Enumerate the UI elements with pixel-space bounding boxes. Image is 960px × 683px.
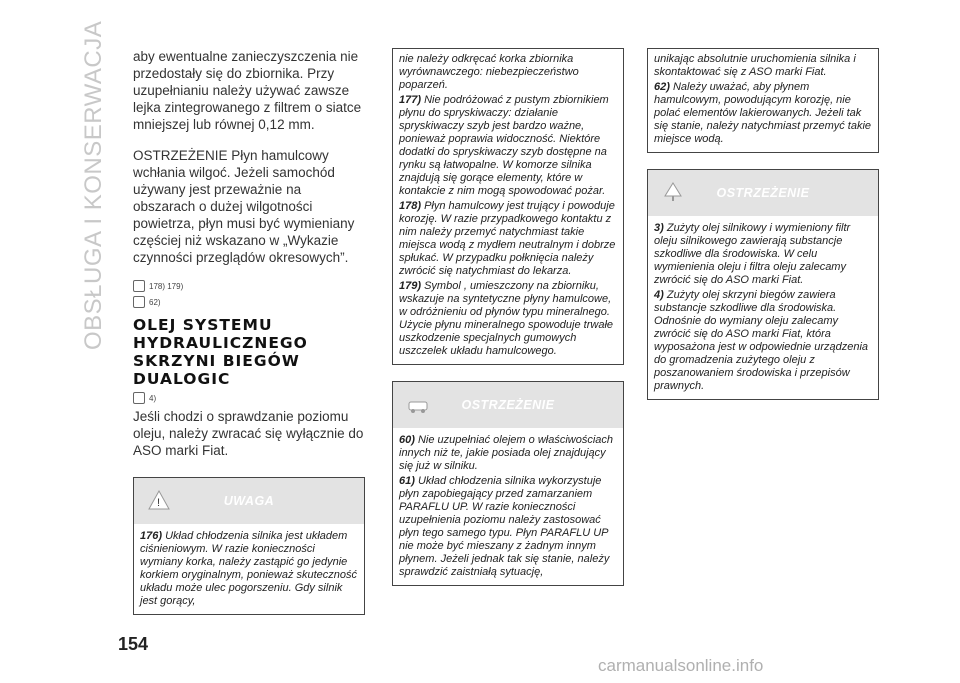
environment-box bbox=[647, 169, 879, 400]
side-title-text: OBSŁUGA I KONSERWACJA bbox=[80, 20, 107, 350]
environment-refs bbox=[133, 392, 365, 404]
paragraph-filter: aby ewentualne zanieczyszczenia nie przedostały się do zbiornika. Przy uzupełnianiu należy używać zawsze lejka zintegrowanego z filtrem o siatce mniejszej lub równej 0,12 mm. bbox=[133, 49, 362, 132]
note-item bbox=[654, 289, 872, 393]
warning-refs-text: 178) 179) bbox=[149, 281, 184, 291]
note-text: Układ chłodzenia silnika jest układem ciśnieniowym. W razie konieczności wymiany korka, należy zastąpić go jedynie korkiem oryginalnym, ponieważ skuteczność układu może ulec pogorszeniu. Gdy silnik jest gorący, bbox=[140, 530, 358, 607]
note-item bbox=[654, 222, 872, 287]
note-number: 61) bbox=[399, 475, 415, 487]
caution-box-body bbox=[393, 428, 623, 585]
note-number: 178) bbox=[399, 200, 422, 212]
svg-text:!: ! bbox=[157, 497, 161, 509]
caution-continuation bbox=[647, 48, 879, 153]
caution-refs bbox=[133, 296, 365, 308]
warning-box-body bbox=[134, 524, 364, 614]
note-text: Zużyty olej silnikowy i wymieniony filtr oleju silnikowego zawierają substancje szkodliwe dla środowiska. W celu wymienienia oleju i filtra oleju zalecamy zwrócić się do ASO marki Fiat. bbox=[654, 222, 851, 286]
note-number: 3) bbox=[654, 222, 664, 234]
note-number: 4) bbox=[654, 289, 664, 301]
environment-refs-text: 4) bbox=[149, 393, 157, 403]
caution-box-label: OSTRZEŻENIE bbox=[461, 398, 555, 412]
note-text: Układ chłodzenia silnika wykorzystuje płyn zapobiegający przed zamarzaniem PARAFLU UP. W razie konieczności uzupełnienia poziomu należy zastosować płyn tego samego typu. Płyn PARAFLU UP nie może być mieszany z żadnym innym płynem. Jeżeli jednak tak się stanie, należy sprawdzić zaistniałą sytuację, bbox=[399, 475, 610, 578]
column-3 bbox=[647, 48, 879, 400]
warning-icon bbox=[133, 280, 145, 292]
note-text: Symbol , umieszczony na zbiorniku, wskazuje na syntetyczne płyny hamulcowe, w odróżnieniu od płynów typu mineralnego. Użycie płynu mineralnego spowoduje trwałe uszkodzenie specjalnych gumowych uszczelek układu hamulcowego. bbox=[399, 280, 614, 357]
note-number: 60) bbox=[399, 434, 415, 446]
environment-box-label: OSTRZEŻENIE bbox=[716, 186, 810, 200]
caution-refs-text: 62) bbox=[149, 297, 161, 307]
environment-box-header bbox=[648, 170, 878, 216]
section-side-title bbox=[80, 20, 130, 350]
caution-icon bbox=[133, 296, 145, 308]
warning-box-label: UWAGA bbox=[223, 494, 275, 508]
note-number: 177) bbox=[399, 94, 422, 106]
warning-box-header bbox=[134, 478, 364, 524]
column-1 bbox=[133, 48, 365, 615]
note-number: 179) bbox=[399, 280, 422, 292]
warning-continuation bbox=[392, 48, 624, 365]
caution-box-header bbox=[393, 382, 623, 428]
environment-icon bbox=[133, 392, 145, 404]
note-item bbox=[140, 530, 358, 608]
note-item bbox=[399, 200, 617, 278]
note-text: Nie podróżować z pustym zbiornikiem płynu do spryskiwaczy: działanie spryskiwaczy szyb jest bardzo ważne, ponieważ poprawia widoczność. Niektóre dodatki do spryskiwaczy szyb dostępne na rynku są łatwopalne. W komorze silnika znajdują się gorące elementy, które w kontakcie z nim mogą spowodować pożar. bbox=[399, 94, 609, 197]
note-text: Nie uzupełniać olejem o właściwościach innych niż te, jakie posiada olej znajdujący się już w silniku. bbox=[399, 434, 614, 472]
watermark: carmanualsonline.info bbox=[598, 656, 764, 675]
note-text: Zużyty olej skrzyni biegów zawiera substancje szkodliwe dla środowiska. Odnośnie do wymiany oleju zalecamy zwrócić się do ASO marki Fiat, która wyposażona jest w odpowiednie urządzenia do gromadzenia zużytego oleju z poszanowaniem środowiska i przepisów prawnych. bbox=[654, 289, 869, 392]
warning-refs bbox=[133, 280, 365, 292]
page-number: 154 bbox=[118, 634, 149, 654]
note-item bbox=[399, 475, 617, 579]
continuation-text: nie należy odkręcać korka zbiornika wyrównawczego: niebezpieczeństwo poparzeń. bbox=[399, 53, 579, 91]
paragraph-brake-fluid-warning: OSTRZEŻENIE Płyn hamulcowy wchłania wilgoć. Jeżeli samochód używany jest przeważnie na obszarach o dużej wilgotności powietrza, płyn musi być wymieniany częściej niż wskazano w „Wykazie czynności przeglądów okresowych”. bbox=[133, 148, 355, 265]
continuation-text: unikając absolutnie uruchomienia silnika i skontaktować się z ASO marki Fiat. bbox=[654, 53, 856, 78]
note-item bbox=[399, 434, 617, 473]
warning-box bbox=[133, 477, 365, 615]
note-text: Płyn hamulcowy jest trujący i powoduje korozję. W razie przypadkowego kontaktu z nim należy przemyć natychmiast takie miejsca wodą z mydłem neutralnym i dobrze spłukać. W przypadku połknięcia należy zwrócić się natychmiast do lekarza. bbox=[399, 200, 616, 277]
note-item bbox=[399, 94, 617, 198]
note-item bbox=[399, 280, 617, 358]
note-item bbox=[654, 81, 872, 146]
section-heading: OLEJ SYSTEMU HYDRAULICZNEGO SKRZYNI BIEGÓW DUALOGIC bbox=[133, 316, 308, 388]
paragraph-dualogic: Jeśli chodzi o sprawdzanie poziomu oleju, należy zwracać się wyłącznie do ASO marki Fiat. bbox=[133, 409, 364, 458]
note-number: 62) bbox=[654, 81, 670, 93]
environment-box-body bbox=[648, 216, 878, 399]
caution-box bbox=[392, 381, 624, 586]
note-text: Należy uważać, aby płynem hamulcowym, powodującym korozję, nie polać elementów lakierowanych. Jeżeli tak się stanie, należy natychmiast przemyć takie miejsce wodą. bbox=[654, 81, 872, 145]
note-number: 176) bbox=[140, 530, 163, 542]
column-2 bbox=[392, 48, 624, 586]
